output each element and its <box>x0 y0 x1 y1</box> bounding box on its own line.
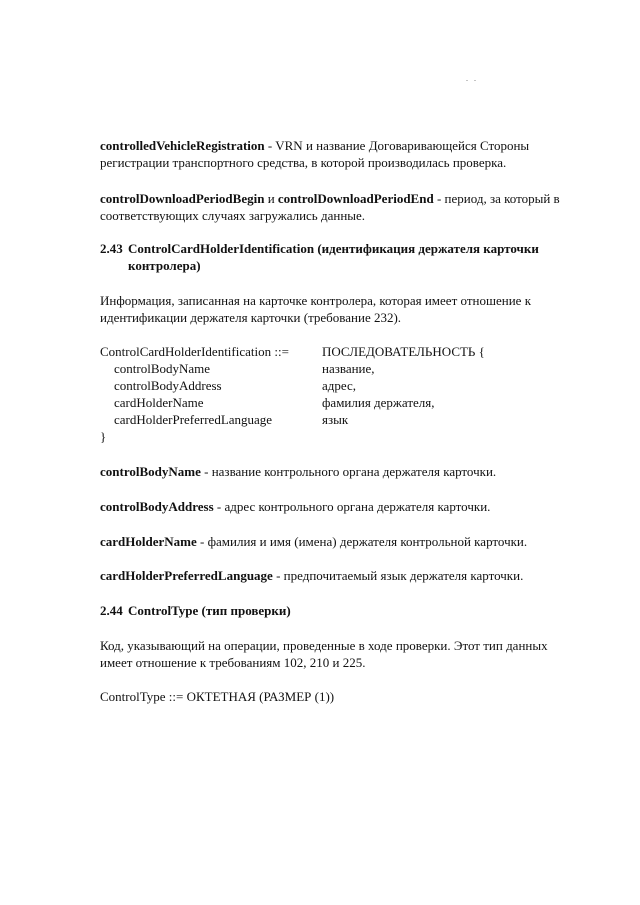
section-heading-2-44 <box>100 603 580 620</box>
asn-control-type: ControlType ::= ОКТЕТНАЯ (РАЗМЕР (1)) <box>100 689 335 704</box>
asn-field: controlBodyAddress <box>114 378 222 393</box>
term: cardHolderPreferredLanguage <box>100 568 273 583</box>
section-title: ControlCardHolderIdentification (идентификация держателя карточки <box>128 241 539 256</box>
definition-text: - адрес контрольного органа держателя карточки. <box>213 499 491 514</box>
conjunction: и <box>264 191 278 206</box>
paragraph-information: Информация, записанная на карточке контролера, которая имеет отношение к идентификации держателя карточки (требование 232). <box>100 293 532 325</box>
asn-type: ПОСЛЕДОВАТЕЛЬНОСТЬ { <box>322 344 485 359</box>
asn-type: язык <box>322 412 349 427</box>
term: controlledVehicleRegistration <box>100 138 265 153</box>
term: controlDownloadPeriodBegin <box>100 191 265 206</box>
term: controlBodyName <box>100 464 201 479</box>
paragraph-controlled-vehicle-registration <box>100 138 600 172</box>
term: cardHolderName <box>100 534 197 549</box>
paragraph-control-type: Код, указывающий на операции, проведенные в ходе проверки. Этот тип данных имеет отношение к требованиям 102, 210 и 225. <box>100 638 548 670</box>
section-title: ControlType (тип проверки) <box>128 603 291 618</box>
asn-field: controlBodyName <box>114 361 211 376</box>
asn-row <box>100 412 560 429</box>
definition-card-holder-name <box>100 534 600 551</box>
paragraph-control-download-period <box>100 191 600 225</box>
asn-row <box>100 395 560 412</box>
asn-closing-brace: } <box>100 429 107 444</box>
section-number: 2.44 <box>100 603 123 618</box>
asn-row <box>100 344 560 361</box>
asn-field: cardHolderPreferredLanguage <box>114 412 273 427</box>
asn-type: фамилия держателя, <box>322 395 435 410</box>
definition-text: - предпочитаемый язык держателя карточки. <box>272 568 524 583</box>
definition-card-holder-preferred-language <box>100 568 600 585</box>
definition-text: - VRN и название Договаривающейся Стороны регистрации транспортного средства, в которой производилась проверка. <box>100 138 530 170</box>
page-mark: . . <box>466 74 478 83</box>
section-title-continued: контролера) <box>128 257 201 273</box>
definition-text: - период, за который в соответствующих случаях загружались данные. <box>100 191 560 223</box>
definition-text: - фамилия и имя (имена) держателя контрольной карточки. <box>196 534 528 549</box>
definition-control-body-address <box>100 499 600 516</box>
asn-type: название, <box>322 361 375 376</box>
definition-control-body-name <box>100 464 600 481</box>
section-heading-2-43 <box>100 241 580 275</box>
asn-type: адрес, <box>322 378 356 393</box>
asn-row <box>100 361 560 378</box>
term: controlDownloadPeriodEnd <box>277 191 434 206</box>
section-number: 2.43 <box>100 241 123 256</box>
asn-row <box>100 429 560 446</box>
asn-field: cardHolderName <box>114 395 204 410</box>
asn-definition-block <box>100 344 560 446</box>
asn-field: ControlCardHolderIdentification ::= <box>100 344 289 359</box>
definition-text: - название контрольного органа держателя карточки. <box>200 464 497 479</box>
term: controlBodyAddress <box>100 499 214 514</box>
asn-row <box>100 378 560 395</box>
